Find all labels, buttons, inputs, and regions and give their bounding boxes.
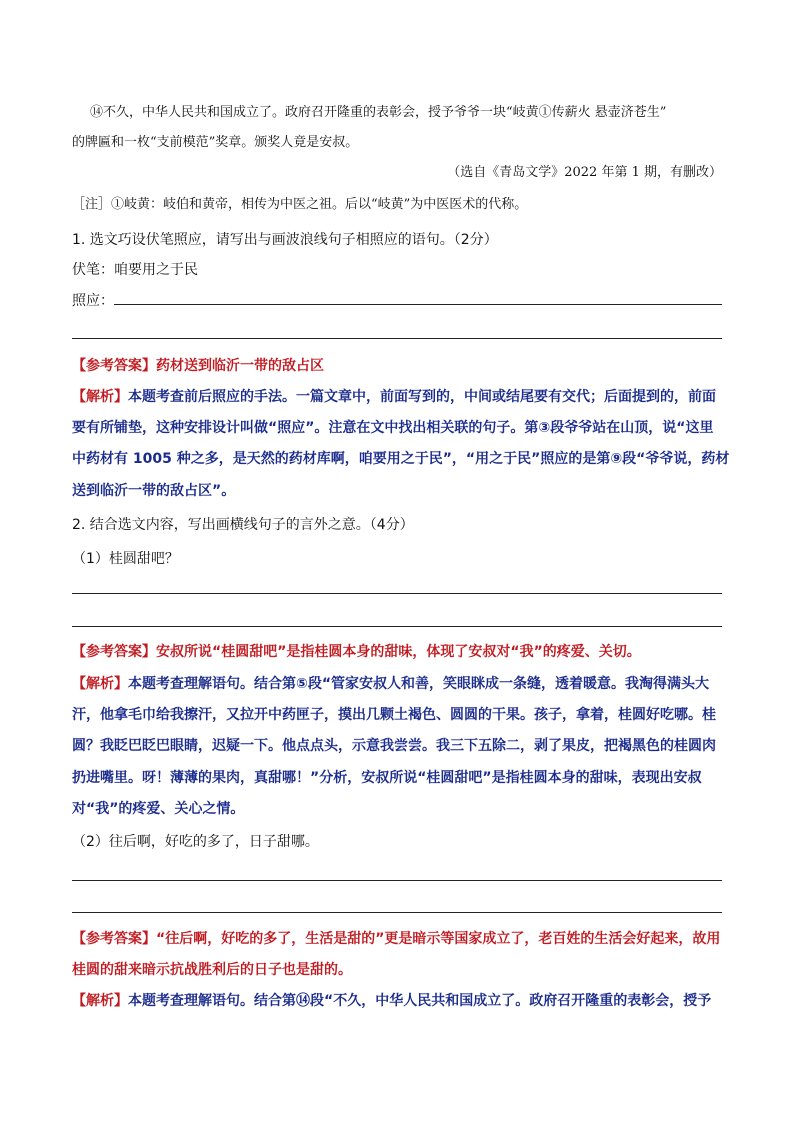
foreshadow-row [72,260,722,280]
q2-sub1-analysis-line-1: 【解析】本题考查理解语句。结合第⑤段“管家安叔人和善，笑眼眯成一条缝，透着暖意。我淘得满头大 [72,676,710,692]
q2-sub1-analysis-line-5: 对“我”的疼爱、关心之情。 [72,801,245,817]
answer-tag: 【参考答案】 [72,644,156,660]
q2-sub2-answer-line-2: 桂圆的甜来暗示抗战胜利后的日子也是甜的。 [72,962,352,978]
answer-tag: 【参考答案】 [72,358,156,374]
analysis-tag: 【解析】 [72,993,128,1009]
q1-analysis-line-4: 送到临沂一带的敌占区”。 [72,483,236,499]
passage-note: ［注］①岐黄：岐伯和黄帝，相传为中医之祖。后以“岐黄”为中医医术的代称。 [72,197,528,212]
q2-sub1-analysis-line-4: 扔进嘴里。呀！薄薄的果肉，真甜哪！”分析，安叔所说“桂圆甜吧”是指桂圆本身的甜味，表现出安叔 [72,770,702,786]
answer-blank-line [72,880,722,881]
passage-paragraph-14-line-1: ⑭不久，中华人民共和国成立了。政府召开隆重的表彰会，授予爷爷一块“岐黄①传薪火 悬壶济苍生” [90,105,667,120]
q2-sub1-answer [72,642,722,662]
q2-sub1-label: （1）桂圆甜吧？ [72,551,179,567]
answer-tag: 【参考答案】 [72,931,156,947]
foreshadow-label: 伏笔： [72,262,114,278]
passage-paragraph-14-line-2: 的牌匾和一枚“支前模范”奖章。颁奖人竟是安叔。 [72,135,359,150]
passage-source: （选自《青岛文学》2022 年第 1 期，有删改） [447,165,722,180]
answer-text: 安叔所说“桂圆甜吧”是指桂圆本身的甜味，体现了安叔对“我”的疼爱、关切。 [156,644,641,660]
q2-sub2-answer-line-1: 【参考答案】“往后啊，好吃的多了，生活是甜的”更是暗示等国家成立了，老百姓的生活会好起来，故用 [72,931,721,947]
q1-analysis-line-1: 【解析】本题考查前后照应的手法。一篇文章中，前面写到的，中间或结尾要有交代；后面提到的，前面 [72,389,716,405]
foreshadow-text: 咱要用之于民 [114,262,198,278]
q1-answer [72,356,722,376]
echo-row [72,291,722,311]
answer-blank-line [72,912,722,913]
q1-analysis-line-3: 中药材有 1005 种之多，是天然的药材库啊，咱要用之于民”，“用之于民”照应的是第⑨段“爷爷说，药材 [72,451,730,467]
q2-sub1-analysis-line-2: 汗，他拿毛巾给我擦汗，又拉开中药匣子，摸出几颗土褐色、圆圆的干果。孩子，拿着，桂圆好吃哪。桂 [72,707,716,723]
answer-text: 药材送到临沂一带的敌占区 [156,358,324,374]
analysis-tag: 【解析】 [72,676,128,692]
echo-answer-line [114,304,722,305]
answer-blank-line [72,338,722,339]
answer-blank-line [72,626,722,627]
q2-sub1-analysis-line-3: 圆？我眨巴眨巴眼睛，迟疑一下。他点点头，示意我尝尝。我三下五除二，剥了果皮，把褐黑色的桂圆肉 [72,738,716,754]
question-2: 2. 结合选文内容，写出画横线句子的言外之意。（4分） [72,517,414,533]
q2-sub2-label: （2）往后啊，好吃的多了，日子甜哪。 [72,834,319,850]
answer-blank-line [72,593,722,594]
echo-label: 照应： [72,293,114,309]
analysis-tag: 【解析】 [72,389,128,405]
q2-sub2-analysis-line-1: 【解析】本题考查理解语句。结合第⑭段“不久，中华人民共和国成立了。政府召开隆重的表彰会，授予 [72,993,712,1009]
question-1: 1. 选文巧设伏笔照应，请写出与画波浪线句子相照应的语句。（2分） [72,232,498,248]
q1-analysis-line-2: 要有所铺垫，这种安排设计叫做“照应”。注意在文中找出相关联的句子。第③段爷爷站在山顶，说“这里 [72,420,714,436]
